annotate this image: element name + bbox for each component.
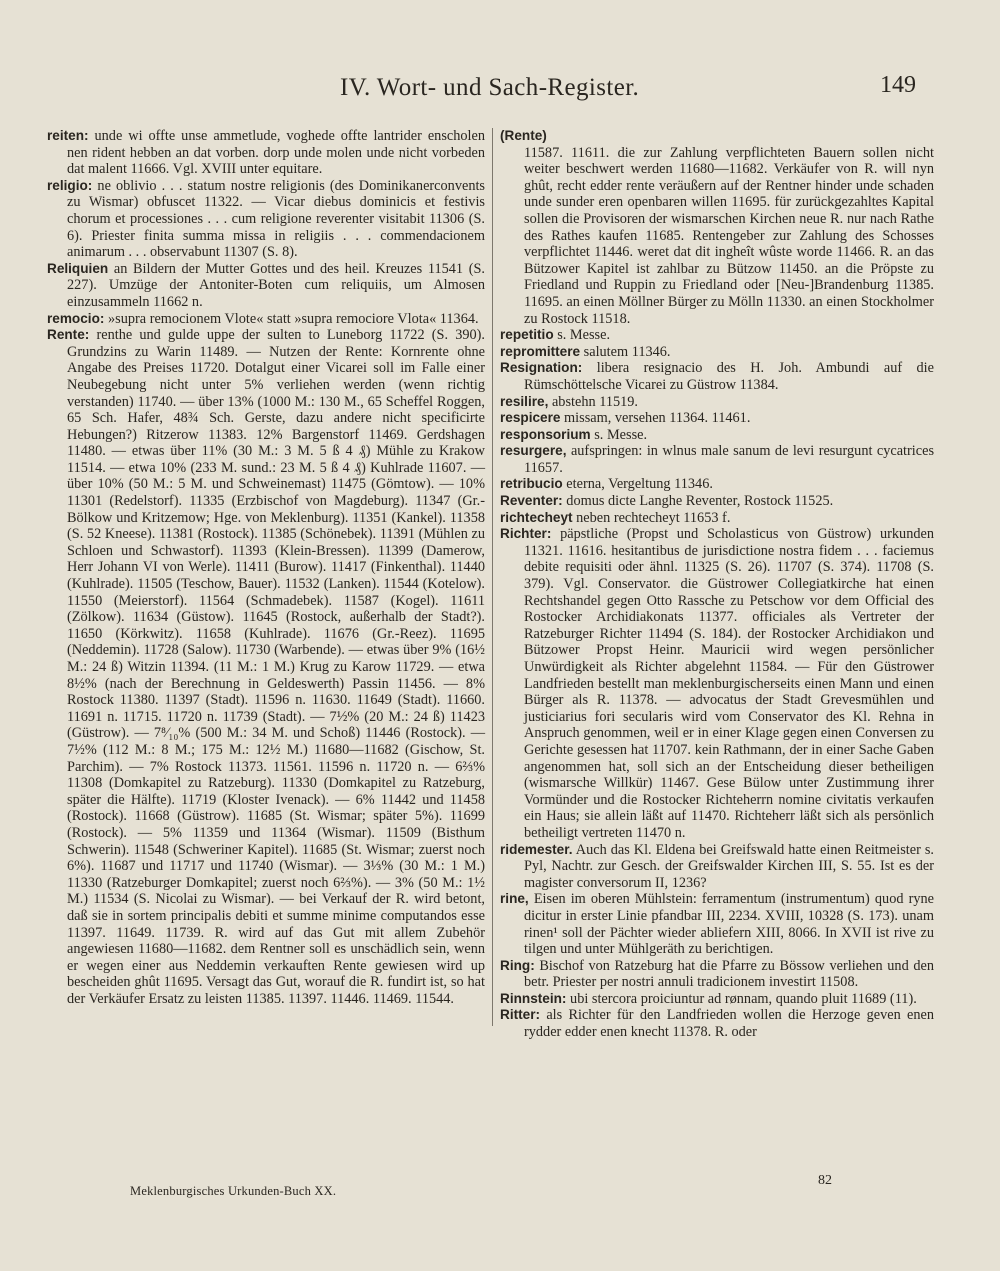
- entry-text: ubi stercora proiciuntur ad rønnam, quando pluit 11689 (11).: [570, 990, 917, 1007]
- entry-text: ne oblivio . . . statum nostre religionis (des Dominikanerconvents zu Wismar) obfuscet 11322. — Vicar diebus dominicis et festivis chorum et processiones . . . cum religione reverenter visitabit 11306 (S. 6). Priester finita summa missa in religiis . . . commendacionem animarum . . . observabunt 11307 (S. 8).: [67, 177, 486, 261]
- entry-text: missam, versehen 11364. 11461.: [564, 410, 751, 427]
- register-entry: [47, 311, 485, 328]
- entry-head: Reventer:: [500, 493, 563, 509]
- entry-text: neben rechtecheyt 11653 f.: [576, 509, 731, 526]
- entry-text: domus dicte Langhe Reventer, Rostock 11525.: [566, 493, 834, 510]
- book-title: Meklenburgisches Urkunden-Buch XX.: [130, 1184, 337, 1198]
- entry-head: (Rente): [500, 128, 547, 143]
- signature-mark: 82: [818, 1173, 832, 1188]
- register-entry: [500, 842, 934, 892]
- entry-text: Eisen im oberen Mühlstein: ferramentum (instrumentum) quod ryne dicitur in erster Linie pfandbar III, 2234. XVIII, 10328 (S. 173). unam rinen¹ soll der Pächter wieder abliefern XIII, 8066. In XVII ist rive zu tilgen und unter Mühlgeräth zu berichtigen.: [524, 891, 935, 958]
- entry-text: Bischof von Ratzeburg hat die Pfarre zu Bössow verliehen und den betr. Priester per nostri annuli tradicionem investirt 11508.: [524, 957, 934, 991]
- page-footer: [0, 1173, 1000, 1204]
- entry-head: repetitio: [500, 327, 554, 343]
- entry-text: als Richter für den Landfrieden wollen die Herzoge geven enen rydder edder enen knecht 11378. R. oder: [524, 1007, 934, 1041]
- entry-text: libera resignacio des H. Joh. Ambundi auf die Rümschöttelsche Vicarei zu Güstrow 11384.: [524, 360, 935, 393]
- entry-text: aufspringen: in wlnus male sanum de levi resurgunt cycatrices 11657.: [524, 443, 935, 476]
- register-entry: [500, 344, 934, 361]
- register-entry: [500, 958, 934, 991]
- register-entry: [500, 476, 934, 493]
- register-entry: [500, 327, 934, 344]
- entry-head: repromittere: [500, 343, 581, 359]
- page-number: 149: [880, 72, 916, 98]
- entry-head: resilire,: [500, 393, 549, 409]
- register-entry: [500, 443, 934, 476]
- page-title: IV. Wort- und Sach-Register.: [340, 74, 640, 101]
- entry-text: an Bildern der Mutter Gottes und des heil. Kreuzes 11541 (S. 227). Umzüge der Antoniter-Boten cum reliquiis, um Almosen einzusammeln 11662 n.: [67, 260, 486, 310]
- register-entry: [47, 327, 485, 1007]
- register-entry: [47, 261, 485, 311]
- entry-text: abstehn 11519.: [551, 393, 638, 410]
- register-entry: [500, 360, 934, 393]
- register-entry: [500, 1007, 934, 1040]
- left-column: [47, 128, 485, 1007]
- entry-head: Rinnstein:: [500, 990, 567, 1006]
- entry-head: richtecheyt: [500, 509, 573, 525]
- right-column: [500, 128, 934, 1041]
- entry-head: Rente:: [47, 327, 90, 343]
- page-header: [0, 74, 1000, 114]
- entry-head: Ring:: [500, 957, 535, 973]
- register-entry: [500, 410, 934, 427]
- register-entry: [500, 526, 934, 841]
- entry-text: päpstliche (Propst und Scholasticus von Güstrow) urkunden 11321. 11616. hesitantibus de jurisdictione nostra fidem . . . faciemus debite requisiti oder ähnl. 11325 (S. 26). 11707 (S. 374). 11708 (S. 379). Vgl. Conservator. die Güstrower Collegiatkirche hat einen Rechtshandel gegen Otto Rassche zu Petschow vor dem Official des Rostocker Archidiakonats 11377. officiales als Vertreter der Ratzeburger Richter 11494 (S. 184). der Rostocker Archidiakon und Bützower Propst Heinr. Mauricii wird wegen persönlicher Unwürdigkeit als Richter abgelehnt 11584. — Für den Güstrower Landfrieden bestellt man meklenburgischerseits einen Mann und einen Bürger als R. 11378. — advocatus der Stadt Grevesmühlen und justiciarius fori secularis wird vom Conservator des Kl. Rehna in Anspruch genommen, weil er in einer Klage gegen einen Conversen zu Gerichte gesessen hat 11707. kein Rathmann, der in einer Sache Gaben angenommen hat, soll sich an der Entscheidung dieser betheiligen (wismarsche Willkür) 11467. Gese Bülow unter Zustimmung ihrer Vormünder und die Rostocker Richteherrn nomine civitatis verkaufen ein Haus; sie allein läßt auf 11470. Richteherr läßt sich als persönlich betheiligt vertreten 11470 n.: [524, 526, 934, 841]
- entry-head: respicere: [500, 410, 561, 426]
- entry-head: Ritter:: [500, 1007, 541, 1023]
- entry-text: Auch das Kl. Eldena bei Greifswald hatte einen Reitmeister s. Pyl, Nachtr. zur Gesch. der Greifswalder Kirchen III, S. 55. Ist es der magister conversorum II, 1236?: [524, 841, 934, 891]
- entry-text: unde wi offte unse ammetlude, voghede offte lantrider enscholen nen rident hebben an dat vorben. dorp unde molen unde nicht vorbeden dat malent 11666. Vgl. XVIII unter equitare.: [67, 128, 485, 178]
- register-entry: [500, 891, 934, 957]
- entry-head: ridemester.: [500, 841, 573, 857]
- register-entry: [47, 128, 485, 178]
- register-entry: [500, 493, 934, 510]
- column-divider: [492, 128, 493, 1026]
- register-entry: [500, 427, 934, 444]
- entry-text: eterna, Vergeltung 11346.: [566, 476, 713, 493]
- entry-text: »supra remocionem Vlote« statt »supra remociore Vlota« 11364.: [108, 310, 479, 327]
- entry-text: salutem 11346.: [583, 343, 671, 360]
- entry-head: reiten:: [47, 128, 89, 143]
- entry-head: Resignation:: [500, 360, 583, 376]
- entry-head: remocio:: [47, 310, 105, 326]
- entry-head: Richter:: [500, 526, 552, 542]
- register-entry: [47, 178, 485, 261]
- entry-head: resurgere,: [500, 443, 567, 459]
- entry-head: rine,: [500, 891, 529, 907]
- right-column-entries: [500, 327, 934, 1041]
- entry-head: Reliquien: [47, 260, 109, 276]
- register-entry: [500, 510, 934, 527]
- entry-text: renthe und gulde uppe der sulten to Luneborg 11722 (S. 390). Grundzins zu Warin 11489. — Nutzen der Rente: Kornrente ohne Angabe des Preises 11720. Dotalgut einer Vicarei soll im Falle einer Neubegebung nicht unter 5% verliehen werden (wenn richtig verstanden) 11740. — über 13% (1000 M.: 130 M., 65 Scheffel Roggen, 65 Sch. Hafer, 48¾ Sch. Gerste, dazu andere nicht specificirte Hebungen?) Ritzerow 11383. 12% Bargenstorf 11469. Gerdshagen 11480. — etwas über 11% (30 M.: 3 M. 5 ß 4 ₰) Mühle zu Krakow 11514. — etwa 10% (233 M. sund.: 23 M. 5 ß 4 ₰) Kuhlrade 11607. — über 10% (50 M.: 5 M. und Schweinemast) 11475 (Gömtow). — 10% 11301 (Redelstorf). 11335 (Erzbischof von Magdeburg). 11347 (Gr.-Bölkow und Kritzemow; Hge. von Meklenburg). 11351 (Kankel). 11358 (S. 52 Kneese). 11381 (Rostock). 11385 (Schönebek). 11391 (Mühlen zu Schloen und Schwastorf). 11393 (Klein-Bressen). 11399 (Damerow, Herr Johann VI von Werle). 11411 (Burow). 11417 (Finkenthal). 11440 (Kuhlrade). 11505 (Teschow, Bauer). 11532 (Lanken). 11544 (Kotelow). 11550 (Meierstorf). 11564 (Schmadebek). 11587 (Kogel). 11611 (Zölkow). 11634 (Güstow). 11645 (Rostock, außerhalb der Stadt?). 11650 (Körkwitz). 11658 (Kuhlrade). 11676 (Gr.-Reez). 11695 (Neddemin). 11728 (Salow). 11730 (Warbende). — etwas über 9% (16½ M.: 24 ß) Witzin 11394. (11 M.: 1 M.) Krug zu Karow 11729. — etwa 8½% (nach der Berechnung in Geldeswerth) Passin 11456. — 8% Rostock 11380. 11397 (Stadt). 11596 n. 11630. 11649 (Stadt). 11660. 11691 n. 11715. 11720 n. 11739 (Stadt). — 7½% (20 M.: 24 ß) 11423 (Güstrow). — 7⁸⁄₁₀% (500 M.: 34 M. und Schoß) 11446 (Rostock). — 7½% (112 M.: 8 M.; 175 M.: 12½ M.) 11680—11682 (Gischow, St. Parchim). — 7% Rostock 11373. 11561. 11596 n. 11720 n. — 6⅔% 11308 (Domkapitel zu Ratzeburg). 11330 (Domkapitel zu Ratzeburg, später die Hälfte). 11719 (Kloster Ivenack). — 6% 11442 und 11458 (Rostock). 11668 (Güstrow). 11685 (St. Wismar; später 5%). 11699 (Rostock). — 5% 11359 und 11364 (Wismar). 11509 (Bisthum Schwerin). 11548 (Schweriner Kapitel). 11685 (St. Wismar; zuerst noch 6%). 11687 und 11717 und 11740 (Wismar). — 3⅓% (30 M.: 1 M.) 11330 (Ratzeburger Domkapitel; zuerst noch 6⅔%). — 3% (50 M.: 1½ M.) 11534 (S. Nicolai zu Wismar). — bei Verkauf der R. wird betont, daß sie in sortem principalis debiti et summe minime computandos esse 11397. 11649. 11739. R. wird auf das Gut mit allem Zubehör angewiesen 11680—11682. dem Rentner soll es unschädlich sein, wenn er wegen einer aus Neddemin verkauften Rente gewiesen wird up bescheiden ghût 11695. Versagt das Gut, worauf die R. fundirt ist, so hat der Verkäufer Ersatz zu leisten 11385. 11397. 11446. 11469. 11544.: [67, 327, 485, 1007]
- register-entry: [500, 394, 934, 411]
- entry-text: s. Messe.: [594, 426, 648, 443]
- entry-continuation-text: 11587. 11611. die zur Zahlung verpflichteten Bauern sollen nicht weiter beschwert werden 11680—11682. Verkäufer von R. will nyn ghût, recht edder rente veräußern auf der Rentner hinder unde schaden unde sunder eren openbaren willen 11695. für zurückgezahltes Kapital sollen die Provisoren der wismarschen Kirchen neue R. nur nach Rathe des Rathes kaufen 11685. Rentengeber zur Zahlung des Schosses verpflichtet 11446. weret dat dit ingheît wûste worde 11466. R. an das Bützower Kapitel ist zahlbar zu Bützow 11450. an die Pröpste zu Friedland und Ruppin zu Friedland oder [Neu-]Brandenburg 11385. 11695. an einen Möllner Bürger zu Mölln 11330. an einen Stockholmer zu Rostock 11518.: [524, 144, 934, 327]
- register-entry: [500, 991, 934, 1008]
- register-entry-continued: [500, 128, 934, 145]
- entry-head: religio:: [47, 177, 93, 193]
- entry-head: retribucio: [500, 476, 563, 492]
- entry-text: s. Messe.: [557, 327, 611, 344]
- entry-head: responsorium: [500, 426, 591, 442]
